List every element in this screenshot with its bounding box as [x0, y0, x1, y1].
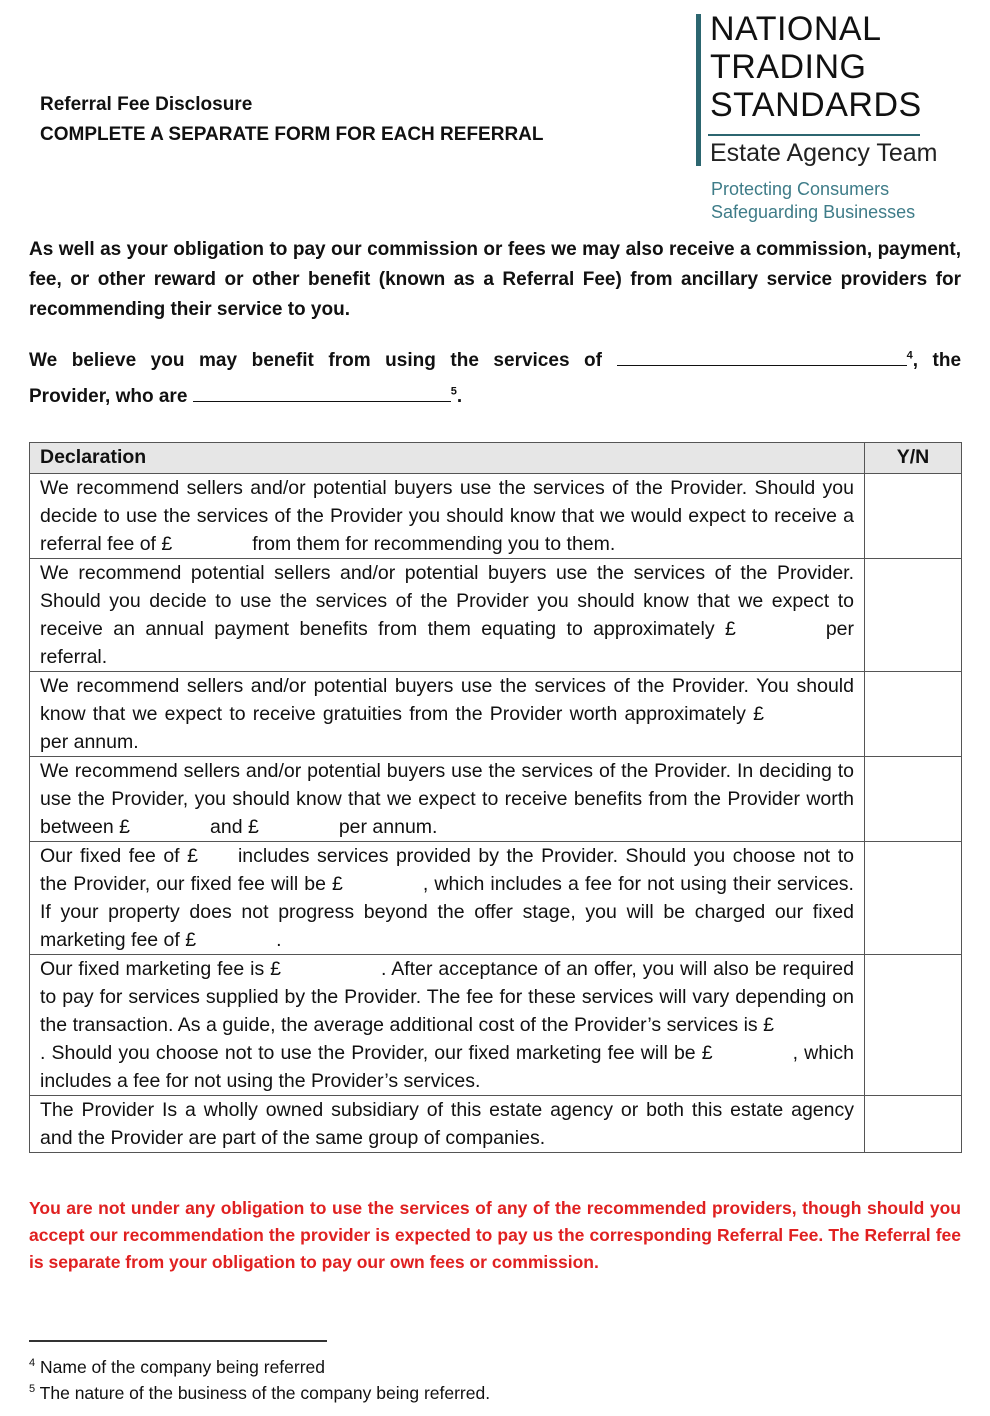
logo-tagline-1: Protecting Consumers [711, 179, 890, 199]
logo-tagline [711, 178, 915, 224]
title-block [40, 90, 544, 150]
provider-line-text: We believe you may benefit from using the services of [29, 350, 602, 371]
declaration-row [30, 559, 962, 672]
yn-header: Y/N [865, 443, 962, 474]
declaration-text-part: Our fixed fee of £ [40, 845, 198, 867]
declaration-text [30, 757, 865, 842]
declaration-row [30, 1096, 962, 1153]
declaration-text-part: , which includes a fee for not using the Provider’s services. [40, 1042, 854, 1092]
yn-cell[interactable] [865, 757, 962, 842]
declaration-text-part: , which includes a fee for not using their services. If your property does not progress beyond the offer stage, you will be charged our fixed marketing fee of £ [40, 873, 854, 951]
form-subtitle: COMPLETE A SEPARATE FORM FOR EACH REFERRAL [40, 124, 544, 145]
declaration-row [30, 757, 962, 842]
provider-nature-field[interactable] [193, 383, 451, 402]
declaration-text-part: from them for recommending you to them. [252, 533, 616, 555]
declaration-text-part: Our fixed marketing fee is £ [40, 958, 281, 980]
provider-name-field[interactable] [617, 347, 907, 366]
footnote-text: Name of the company being referred [40, 1357, 326, 1377]
footnote-ref-4: 4 [906, 349, 913, 362]
yn-cell[interactable] [865, 474, 962, 559]
declaration-text-part: per referral. [40, 618, 854, 668]
footnote-5 [29, 1380, 490, 1406]
declaration-text-part: . Should you choose not to use the Provider, our fixed marketing fee will be £ [40, 1042, 713, 1064]
intro-paragraph: As well as your obligation to pay our commission or fees we may also receive a commission, payment, fee, or other reward or other benefit (known as a Referral Fee) from ancillary service providers for recommending their service to you. [29, 239, 961, 320]
yn-cell[interactable] [865, 672, 962, 757]
declaration-text-part: and £ [210, 816, 259, 838]
yn-cell[interactable] [865, 955, 962, 1096]
declaration-text-part: . [276, 929, 282, 951]
footnote-4 [29, 1354, 490, 1380]
declaration-text-part: We recommend sellers and/or potential buyers use the services of the Provider. Should you decide to use the services of the Provider you should know that we would expect to receive a referral fee of £ [40, 477, 854, 555]
logo-accent-bar [696, 14, 701, 166]
form-title: Referral Fee Disclosure [40, 94, 253, 115]
footnote-ref-5: 5 [450, 385, 457, 398]
declaration-text [30, 672, 865, 757]
declaration-text [30, 842, 865, 955]
declaration-text-part: The Provider Is a wholly owned subsidiary of this estate agency or both this estate agency and the Provider are part of the same group of companies. [40, 1099, 854, 1149]
declaration-header: Declaration [30, 443, 865, 474]
declaration-text-part: We recommend sellers and/or potential buyers use the services of the Provider. You should know that we expect to receive gratuities from the Provider worth approximately £ [40, 675, 854, 725]
declaration-table [29, 442, 962, 1153]
declaration-row [30, 474, 962, 559]
no-obligation-notice: You are not under any obligation to use the services of any of the recommended providers, though should you accept our recommendation the provider is expected to pay us the corresponding Referral Fee. The Referral fee is separate from your obligation to pay our own fees or commission. [29, 1198, 961, 1272]
footnote-mark: 4 [29, 1357, 36, 1370]
logo-line-3: STANDARDS [710, 86, 922, 124]
declaration-text-part: . After acceptance of an offer, you will also be required to pay for services supplied by the Provider. The fee for these services will vary depending on the transaction. As a guide, the average additional cost of the Provider’s services is £ [40, 958, 854, 1036]
declaration-row [30, 955, 962, 1096]
declaration-row [30, 842, 962, 955]
logo-line-2: TRADING [710, 48, 867, 86]
footnote-divider [29, 1340, 327, 1342]
declaration-text-part: includes services provided by the Provider. Should you choose not to the Provider, our fixed fee will be £ [40, 845, 854, 895]
declaration-row [30, 672, 962, 757]
provider-line [29, 340, 961, 382]
yn-cell[interactable] [865, 559, 962, 672]
declaration-text [30, 955, 865, 1096]
footnotes [29, 1354, 490, 1406]
declaration-text [30, 559, 865, 672]
provider-nature-end: . [456, 386, 463, 407]
provider-nature-text: Provider, who are [29, 386, 188, 407]
declaration-text-part: We recommend potential sellers and/or potential buyers use the services of the Provider. Should you decide to use the services of the Provider you should know that we expect to receive an annual payment benefits from them equating to approximately £ [40, 562, 854, 640]
footnote-mark: 5 [29, 1383, 36, 1396]
declaration-text [30, 474, 865, 559]
provider-nature-line [29, 382, 961, 412]
table-header-row [30, 443, 962, 474]
logo-line-1: NATIONAL [710, 10, 882, 48]
provider-line-end: , the [912, 350, 962, 371]
declaration-text-part: per annum. [338, 816, 438, 838]
logo-wordmark [710, 10, 922, 124]
nts-logo [696, 10, 956, 230]
declaration-text [30, 1096, 865, 1153]
declaration-text-part: per annum. [40, 731, 139, 753]
logo-team: Estate Agency Team [710, 139, 938, 167]
yn-cell[interactable] [865, 1096, 962, 1153]
yn-cell[interactable] [865, 842, 962, 955]
logo-tagline-2: Safeguarding Businesses [711, 202, 916, 222]
declaration-text-part: We recommend sellers and/or potential buyers use the services of the Provider. In deciding to use the Provider, you should know that we expect to receive benefits from the Provider worth between £ [40, 760, 854, 838]
footnote-text: The nature of the business of the company being referred. [39, 1383, 491, 1403]
